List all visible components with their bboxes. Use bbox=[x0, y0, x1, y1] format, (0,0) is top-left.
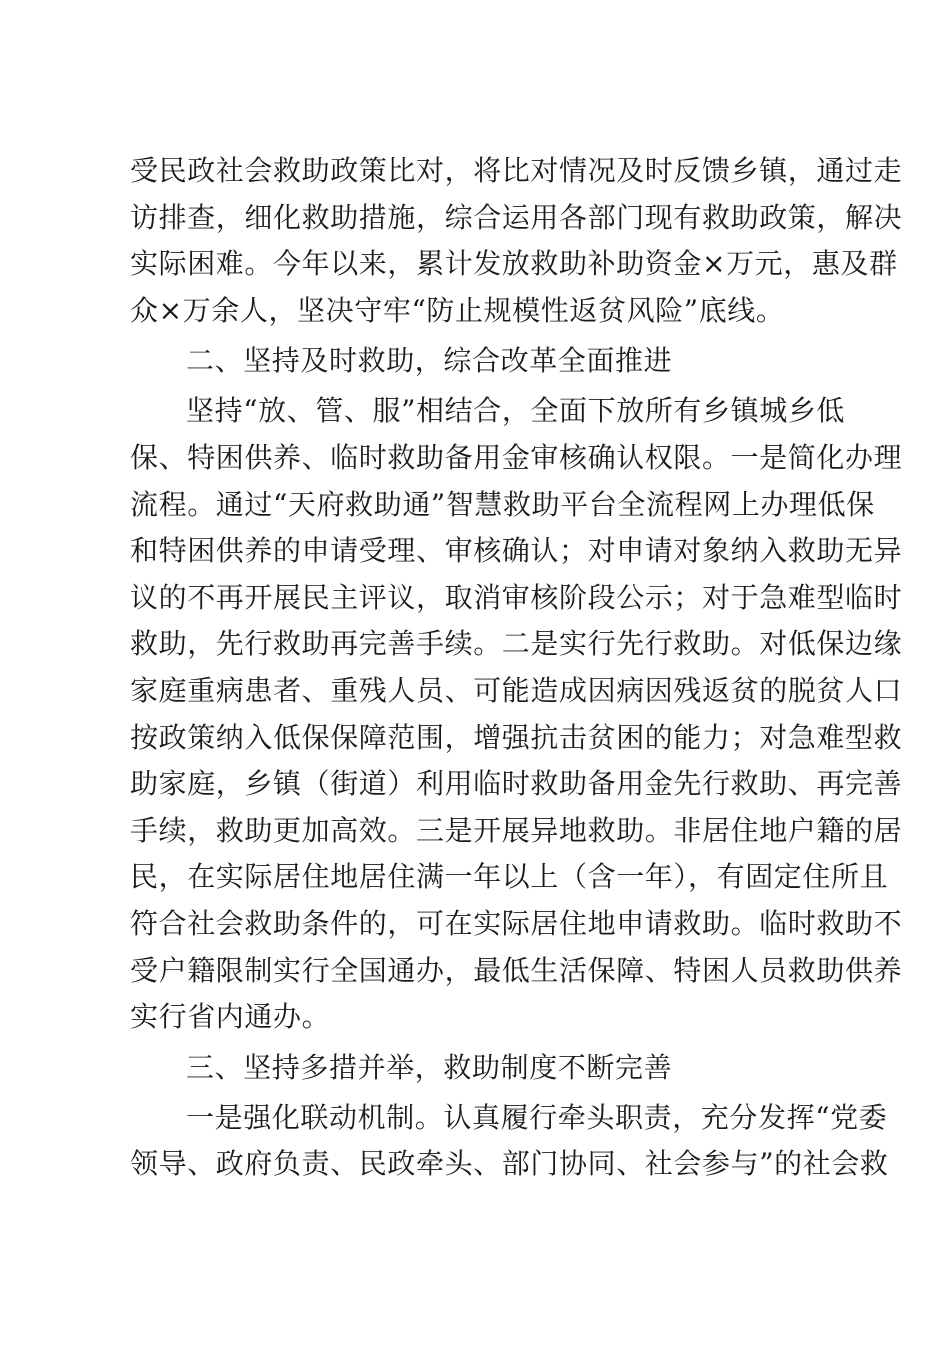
text-line: 访排查，细化救助措施，综合运用各部门现有救助政策，解决 bbox=[130, 200, 903, 234]
document-body bbox=[130, 148, 903, 1188]
section-heading-2: 二、坚持及时救助，综合改革全面推进 bbox=[186, 344, 673, 378]
text-line: 坚持“放、管、服”相结合，全面下放所有乡镇城乡低 bbox=[186, 394, 846, 428]
text-line: 手续，救助更加高效。三是开展异地救助。非居住地户籍的居 bbox=[130, 813, 903, 847]
paragraph-section-3 bbox=[130, 1095, 889, 1188]
text-line: 家庭重病患者、重残人员、可能造成因病因残返贫的脱贫人口 bbox=[130, 673, 903, 707]
paragraph-section-2 bbox=[130, 388, 903, 1040]
text-line: 众×万余人，坚决守牢“防止规模性返贫风险”底线。 bbox=[130, 293, 785, 327]
text-line: 领导、政府负责、民政牵头、部门协同、社会参与”的社会救 bbox=[130, 1147, 889, 1181]
section-heading-3: 三、坚持多措并举，救助制度不断完善 bbox=[186, 1050, 673, 1084]
text-line: 按政策纳入低保保障范围，增强抗击贫困的能力；对急难型救 bbox=[130, 720, 903, 754]
text-line: 助家庭，乡镇（街道）利用临时救助备用金先行救助、再完善 bbox=[130, 767, 903, 801]
text-line: 民，在实际居住地居住满一年以上（含一年），有固定住所且 bbox=[130, 860, 889, 894]
text-line: 救助，先行救助再完善手续。二是实行先行救助。对低保边缘 bbox=[130, 627, 903, 661]
text-line: 流程。通过“天府救助通”智慧救助平台全流程网上办理低保 bbox=[130, 487, 875, 521]
text-line: 受民政社会救助政策比对，将比对情况及时反馈乡镇，通过走 bbox=[130, 154, 903, 187]
text-line: 议的不再开展民主评议，取消审核阶段公示；对于急难型临时 bbox=[130, 580, 903, 614]
text-line: 受户籍限制实行全国通办，最低生活保障、特困人员救助供养 bbox=[130, 953, 903, 987]
text-line: 保、特困供养、临时救助备用金审核确认权限。一是简化办理 bbox=[130, 440, 903, 474]
text-line: 实行省内通办。 bbox=[130, 1000, 331, 1034]
paragraph-continued bbox=[130, 148, 903, 334]
text-line: 一是强化联动机制。认真履行牵头职责，充分发挥“党委 bbox=[186, 1100, 888, 1134]
text-line: 和特困供养的申请受理、审核确认；对申请对象纳入救助无异 bbox=[130, 534, 903, 568]
text-line: 实际困难。今年以来，累计发放救助补助资金×万元，惠及群 bbox=[130, 247, 898, 281]
text-line: 符合社会救助条件的，可在实际居住地申请救助。临时救助不 bbox=[130, 906, 903, 940]
